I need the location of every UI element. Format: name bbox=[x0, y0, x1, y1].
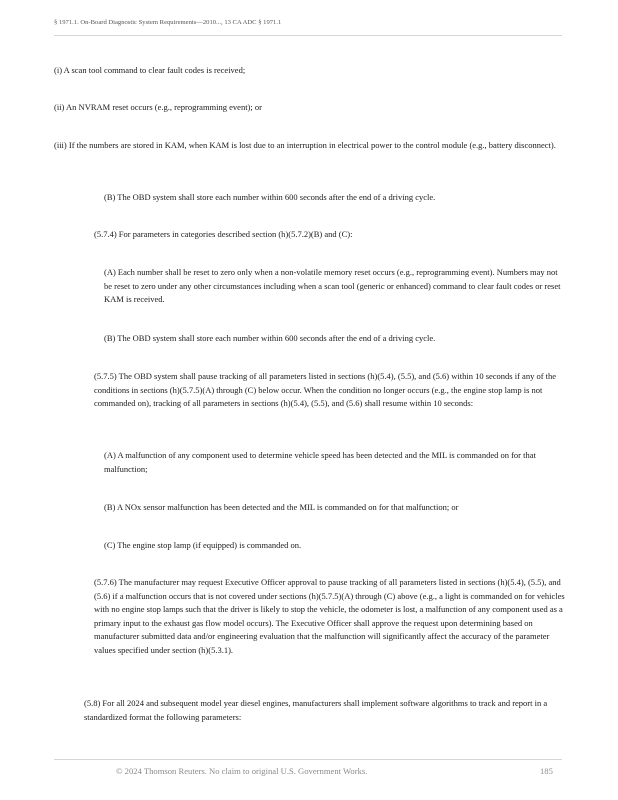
paragraph-5-7-5: (5.7.5) The OBD system shall pause tracking of all parameters listed in sections (h)(5.4), (5.5), and (5.6) within 10 seconds if any of the conditions in sections (h)(5.7.5)(A) through (C) below occur. When the condition no longer occurs (e.g., the engine stop lamp is not commanded on), tracking of all parameters in sections (h)(5.4), (5.5), and (5.6) shall resume within 10 seconds: bbox=[94, 371, 557, 408]
running-header: § 1971.1. On-Board Diagnostic System Requirements—2010..., 13 CA ADC § 1971.1 bbox=[54, 19, 282, 26]
paragraph-a-speed: (A) A malfunction of any component used to determine vehicle speed has been detected and the MIL is commanded on for that malfunction; bbox=[104, 450, 536, 474]
footer-divider bbox=[54, 759, 562, 760]
paragraph-c-stop-lamp: (C) The engine stop lamp (if equipped) is commanded on. bbox=[104, 540, 302, 550]
paragraph-a-reset: (A) Each number shall be reset to zero only when a non-volatile memory reset occurs (e.g., reprogramming event). Numbers may not be reset to zero under any other circumstances including when a scan tool (generic or enhanced) command to clear fault codes or reset KAM is received. bbox=[104, 267, 561, 304]
paragraph-5-7-6: (5.7.6) The manufacturer may request Executive Officer approval to pause tracking of all parameters listed in sections (h)(5.4), (5.5), and (5.6) if a malfunction occurs that is not covered under sections (h)(5.7.5)(A) through (C) above (e.g., a light is commanded on for vehicles with no engine stop lamps such that the driver is likely to stop the vehicle, the odometer is lost, a malfunction of any component used as a primary input to the exhaust gas flow model occurs). The Executive Officer shall approve the request upon determining based on manufacturer submitted data and/or engineering evaluation that the malfunction will significantly affect the accuracy of the parameter values specified under section (h)(5.3.1). bbox=[94, 577, 565, 655]
footer-copyright: © 2024 Thomson Reuters. No claim to original U.S. Government Works. bbox=[116, 766, 368, 776]
paragraph-5-8: (5.8) For all 2024 and subsequent model year diesel engines, manufacturers shall implement software algorithms to track and report in a standardized format the following parameters: bbox=[84, 698, 548, 722]
page-number: 185 bbox=[540, 766, 553, 776]
paragraph-b-store-2: (B) The OBD system shall store each number within 600 seconds after the end of a driving cycle. bbox=[104, 333, 436, 343]
paragraph-b-store: (B) The OBD system shall store each number within 600 seconds after the end of a driving cycle. bbox=[104, 192, 436, 202]
paragraph-5-7-4: (5.7.4) For parameters in categories described section (h)(5.7.2)(B) and (C): bbox=[94, 229, 353, 239]
paragraph-iii: (iii) If the numbers are stored in KAM, when KAM is lost due to an interruption in electrical power to the control module (e.g., battery disconnect). bbox=[54, 140, 556, 150]
paragraph-b-nox: (B) A NOx sensor malfunction has been detected and the MIL is commanded on for that malfunction; or bbox=[104, 502, 459, 512]
paragraph-i: (i) A scan tool command to clear fault codes is received; bbox=[54, 65, 246, 75]
paragraph-ii: (ii) An NVRAM reset occurs (e.g., reprogramming event); or bbox=[54, 102, 262, 112]
header-divider bbox=[54, 35, 562, 36]
